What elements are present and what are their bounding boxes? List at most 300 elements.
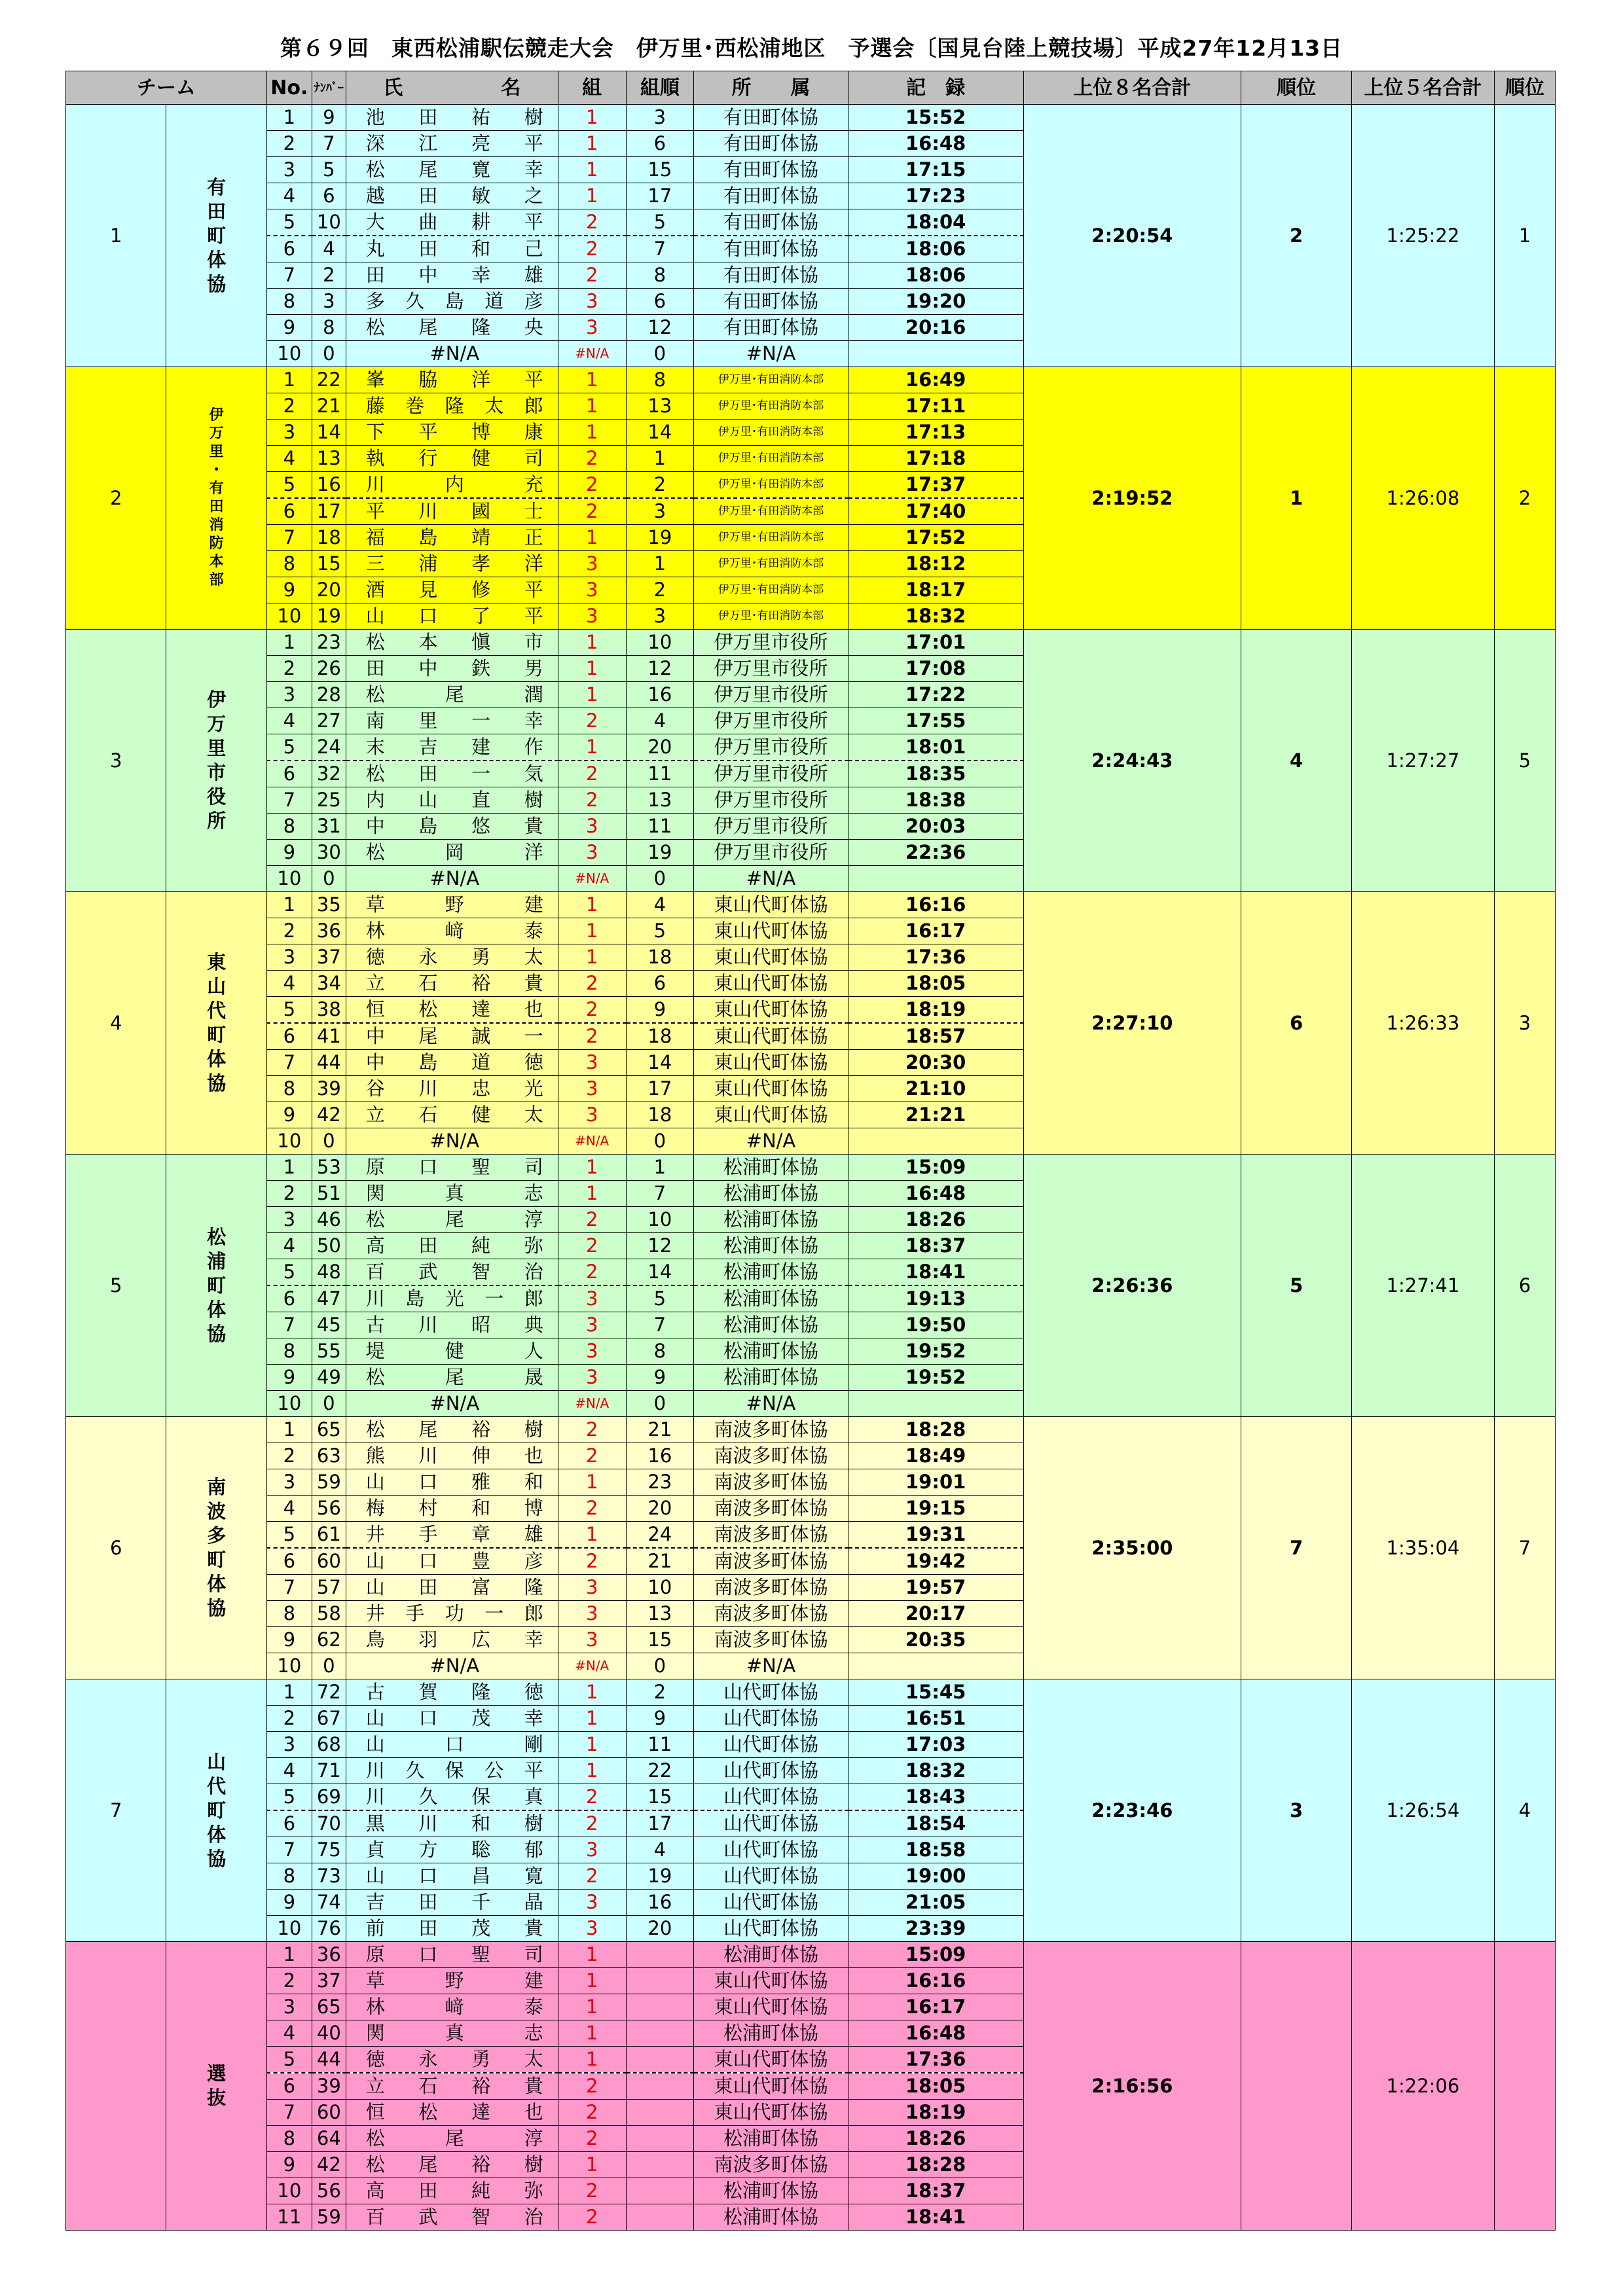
runner-group: 1 (558, 1942, 626, 1968)
team-number: 2 (66, 367, 166, 630)
runner-group: 1 (558, 656, 626, 682)
runner-group: 2 (558, 1443, 626, 1469)
runner-record: 18:06 (848, 262, 1023, 289)
runner-name-text: 山 口 豊 彦 (365, 1550, 543, 1572)
runner-name (346, 1233, 558, 1259)
runner-name (346, 1417, 558, 1443)
runner-affiliation: 東山代町体協 (694, 1994, 848, 2020)
runner-name (346, 315, 558, 341)
runner-affiliation: 山代町体協 (694, 1810, 848, 1837)
runner-group: 3 (558, 1338, 626, 1365)
runner-order: 8 (626, 1338, 694, 1365)
team-top5-rank: 7 (1495, 1417, 1556, 1679)
team-top5-total: 1:25:22 (1351, 105, 1494, 367)
runner-record: 16:48 (848, 2020, 1023, 2047)
runner-name-text: 谷 川 忠 光 (365, 1077, 543, 1100)
runner-name (346, 209, 558, 236)
runner-affiliation: 松浦町体協 (694, 1233, 848, 1259)
runner-name-text: 丸 田 和 己 (365, 238, 543, 260)
runner-record: 20:16 (848, 315, 1023, 341)
runner-affiliation: 南波多町体協 (694, 1548, 848, 1575)
runner-order: 3 (626, 498, 694, 525)
runner-no: 7 (266, 1575, 312, 1601)
runner-bib: 47 (312, 1285, 346, 1312)
team-number (66, 1942, 166, 2231)
runner-bib: 53 (312, 1155, 346, 1181)
runner-affiliation: 伊万里･有田消防本部 (694, 498, 848, 525)
header-order: 組順 (626, 71, 694, 105)
runner-order: 0 (626, 866, 694, 892)
runner-group: 2 (558, 1548, 626, 1575)
runner-no: 2 (266, 131, 312, 157)
runner-group: 3 (558, 1285, 626, 1312)
runner-group: 1 (558, 1181, 626, 1207)
runner-order: 19 (626, 525, 694, 551)
runner-order: 23 (626, 1469, 694, 1496)
runner-name (346, 2126, 558, 2152)
runner-record: 17:40 (848, 498, 1023, 525)
runner-no: 7 (266, 2100, 312, 2126)
runner-name-text: 徳 永 勇 太 (365, 946, 543, 968)
runner-name (346, 918, 558, 944)
runner-group: 2 (558, 1863, 626, 1890)
runner-group: 3 (558, 289, 626, 315)
runner-no: 6 (266, 498, 312, 525)
team-name: 山 代 町 体 協 (166, 1679, 266, 1942)
runner-bib: 40 (312, 2020, 346, 2047)
runner-record: 19:57 (848, 1575, 1023, 1601)
runner-name-text: 越 田 敏 之 (365, 185, 543, 207)
runner-order: 4 (626, 708, 694, 734)
runner-affiliation: #N/A (694, 341, 848, 367)
header-top5: 上位５名合計 (1351, 71, 1494, 105)
runner-name-text: 貞 方 聡 郁 (365, 1839, 543, 1861)
runner-affiliation: 東山代町体協 (694, 918, 848, 944)
runner-group: #N/A (558, 866, 626, 892)
runner-affiliation: 有田町体協 (694, 289, 848, 315)
runner-affiliation: 有田町体協 (694, 105, 848, 131)
runner-bib: 37 (312, 1968, 346, 1994)
runner-bib: 62 (312, 1627, 346, 1653)
runner-name-text: 田 中 鉄 男 (365, 657, 543, 679)
runner-affiliation: 東山代町体協 (694, 1076, 848, 1102)
runner-no: 10 (266, 2178, 312, 2204)
runner-name (346, 577, 558, 603)
runner-group: 2 (558, 2100, 626, 2126)
runner-name-text: 藤 巻 隆 太 郎 (365, 395, 543, 417)
runner-name (346, 1758, 558, 1784)
runner-record: 19:13 (848, 1285, 1023, 1312)
runner-name-text: 酒 見 修 平 (365, 579, 543, 601)
runner-group: 2 (558, 1784, 626, 1811)
runner-bib: 44 (312, 1050, 346, 1076)
runner-name (346, 446, 558, 472)
runner-no: 5 (266, 1784, 312, 1811)
runner-name-text: 徳 永 勇 太 (365, 2048, 543, 2070)
runner-affiliation: 松浦町体協 (694, 1207, 848, 1233)
runner-order: 15 (626, 1784, 694, 1811)
runner-no: 9 (266, 1102, 312, 1128)
runner-affiliation: 伊万里市役所 (694, 656, 848, 682)
runner-name (346, 2178, 558, 2204)
runner-bib: 50 (312, 1233, 346, 1259)
runner-record: 17:52 (848, 525, 1023, 551)
runner-record: 18:06 (848, 236, 1023, 262)
runner-group: 2 (558, 472, 626, 499)
runner-name (346, 892, 558, 918)
runner-no: 5 (266, 997, 312, 1024)
runner-order: 20 (626, 1496, 694, 1522)
runner-order: 13 (626, 393, 694, 420)
runner-record: 17:55 (848, 708, 1023, 734)
runner-name (346, 1365, 558, 1391)
runner-bib: 16 (312, 472, 346, 499)
runner-name (346, 131, 558, 157)
runner-group: 1 (558, 105, 626, 131)
runner-affiliation: 山代町体協 (694, 1837, 848, 1863)
runner-bib: 42 (312, 1102, 346, 1128)
runner-no: 5 (266, 734, 312, 761)
runner-name (346, 367, 558, 393)
runner-order: 0 (626, 1653, 694, 1679)
runner-group: #N/A (558, 1128, 626, 1155)
runner-record: 15:09 (848, 1155, 1023, 1181)
runner-affiliation: 山代町体協 (694, 1679, 848, 1706)
runner-group: 2 (558, 262, 626, 289)
runner-bib: 39 (312, 2073, 346, 2100)
runner-affiliation: 山代町体協 (694, 1890, 848, 1916)
runner-name (346, 393, 558, 420)
runner-name-text: 松 尾 裕 樹 (365, 2153, 543, 2176)
runner-name-text: 中 島 悠 貴 (365, 815, 543, 837)
runner-affiliation: 松浦町体協 (694, 2020, 848, 2047)
runner-no: 3 (266, 420, 312, 446)
runner-group: 1 (558, 1522, 626, 1549)
runner-order: 19 (626, 1863, 694, 1890)
runner-bib: 21 (312, 393, 346, 420)
team-name: 選 抜 (166, 1942, 266, 2231)
runner-group: 1 (558, 1679, 626, 1706)
runner-bib: 49 (312, 1365, 346, 1391)
runner-record (848, 1128, 1023, 1155)
runner-name (346, 1155, 558, 1181)
runner-order: 21 (626, 1417, 694, 1443)
runner-affiliation: 伊万里市役所 (694, 734, 848, 761)
runner-affiliation: 松浦町体協 (694, 2178, 848, 2204)
runner-bib: 76 (312, 1916, 346, 1942)
runner-name (346, 2047, 558, 2073)
runner-order: 0 (626, 341, 694, 367)
runner-name (346, 1181, 558, 1207)
runner-order: 9 (626, 997, 694, 1024)
runner-affiliation: 有田町体協 (694, 262, 848, 289)
runner-group: 2 (558, 761, 626, 787)
runner-record: 20:30 (848, 1050, 1023, 1076)
team-rank: 1 (1241, 367, 1352, 630)
runner-order: 3 (626, 105, 694, 131)
team-number: 3 (66, 630, 166, 892)
runner-bib: 0 (312, 1653, 346, 1679)
runner-record: 18:28 (848, 2152, 1023, 2178)
runner-bib: 30 (312, 840, 346, 866)
runner-no: 6 (266, 2073, 312, 2100)
runner-group: 3 (558, 551, 626, 577)
runner-order: 5 (626, 209, 694, 236)
runner-record: 22:36 (848, 840, 1023, 866)
runner-no: 4 (266, 1758, 312, 1784)
runner-group: 2 (558, 209, 626, 236)
runner-affiliation: 南波多町体協 (694, 1417, 848, 1443)
table-row (66, 367, 1556, 393)
runner-affiliation: 伊万里･有田消防本部 (694, 472, 848, 499)
runner-record: 21:05 (848, 1890, 1023, 1916)
runner-affiliation: 伊万里･有田消防本部 (694, 446, 848, 472)
runner-no: 5 (266, 1522, 312, 1549)
runner-no: 9 (266, 315, 312, 341)
runner-group: 1 (558, 1706, 626, 1732)
runner-name-text: 執 行 健 司 (365, 447, 543, 469)
team-top5-total: 1:26:08 (1351, 367, 1494, 630)
runner-name-text: 熊 川 伸 也 (365, 1444, 543, 1467)
runner-bib: 24 (312, 734, 346, 761)
runner-name-text: 松 岡 洋 (365, 841, 543, 863)
runner-name (346, 551, 558, 577)
runner-bib: 0 (312, 1128, 346, 1155)
runner-name-text: 中 尾 誠 一 (365, 1025, 543, 1047)
runner-group: 1 (558, 734, 626, 761)
runner-affiliation: 伊万里市役所 (694, 682, 848, 708)
team-top8-total: 2:35:00 (1023, 1417, 1241, 1679)
runner-affiliation: 伊万里市役所 (694, 630, 848, 656)
runner-record: 17:36 (848, 944, 1023, 971)
runner-order: 8 (626, 262, 694, 289)
runner-no: 9 (266, 577, 312, 603)
runner-record: 17:11 (848, 393, 1023, 420)
runner-group: 2 (558, 498, 626, 525)
runner-bib: 42 (312, 2152, 346, 2178)
runner-no: 6 (266, 1810, 312, 1837)
runner-group: 1 (558, 1155, 626, 1181)
runner-name-text: 川 久 保 真 (365, 1785, 543, 1808)
runner-name-text: 山 田 富 隆 (365, 1576, 543, 1598)
runner-name (346, 603, 558, 630)
runner-affiliation: 南波多町体協 (694, 1496, 848, 1522)
runner-order: 6 (626, 971, 694, 997)
table-row (66, 105, 1556, 131)
runner-record (848, 1391, 1023, 1417)
runner-record: 17:36 (848, 2047, 1023, 2073)
runner-name-text: 松 尾 隆 央 (365, 316, 543, 338)
runner-bib: 45 (312, 1312, 346, 1338)
runner-no: 1 (266, 630, 312, 656)
runner-name-text: 山 口 了 平 (365, 605, 543, 627)
runner-order: 14 (626, 1259, 694, 1286)
runner-group: 3 (558, 1312, 626, 1338)
runner-name (346, 1312, 558, 1338)
runner-affiliation: 伊万里･有田消防本部 (694, 367, 848, 393)
runner-order (626, 2047, 694, 2073)
runner-record: 19:00 (848, 1863, 1023, 1890)
runner-name-text: #N/A (429, 1655, 480, 1677)
runner-name-text: 大 曲 耕 平 (365, 211, 543, 233)
runner-affiliation: 有田町体協 (694, 315, 848, 341)
runner-group: 2 (558, 1207, 626, 1233)
runner-name-text: 平 川 國 士 (365, 500, 543, 522)
runner-no: 2 (266, 393, 312, 420)
table-row (66, 1417, 1556, 1443)
runner-group: 2 (558, 2204, 626, 2231)
team-number: 1 (66, 105, 166, 367)
table-row (66, 892, 1556, 918)
runner-name-text: 井 手 章 雄 (365, 1523, 543, 1545)
runner-group: 3 (558, 577, 626, 603)
runner-bib: 3 (312, 289, 346, 315)
runner-name (346, 183, 558, 209)
header-name: 氏 名 (346, 71, 558, 105)
runner-name-text: 内 山 直 樹 (365, 789, 543, 811)
runner-no: 10 (266, 1653, 312, 1679)
runner-bib: 25 (312, 787, 346, 814)
runner-order: 3 (626, 603, 694, 630)
runner-order: 24 (626, 1522, 694, 1549)
runner-record: 20:17 (848, 1601, 1023, 1627)
results-table (65, 71, 1556, 2231)
runner-name (346, 1076, 558, 1102)
runner-no: 8 (266, 2126, 312, 2152)
runner-affiliation: 山代町体協 (694, 1706, 848, 1732)
runner-name-text: 百 武 智 治 (365, 1261, 543, 1283)
runner-name-text: 吉 田 千 晶 (365, 1891, 543, 1913)
runner-bib: 34 (312, 971, 346, 997)
runner-name-text: 川 内 充 (365, 473, 543, 495)
runner-group: 3 (558, 840, 626, 866)
runner-name-text: #N/A (429, 867, 480, 889)
runner-name (346, 1627, 558, 1653)
runner-no: 3 (266, 1732, 312, 1758)
header-bib: ﾅﾝﾊﾞｰ (312, 71, 346, 105)
runner-record: 19:42 (848, 1548, 1023, 1575)
runner-name (346, 1942, 558, 1968)
runner-name (346, 420, 558, 446)
runner-name-text: 百 武 智 治 (365, 2206, 543, 2228)
runner-bib: 8 (312, 315, 346, 341)
runner-name (346, 1207, 558, 1233)
team-top5-rank: 6 (1495, 1155, 1556, 1417)
runner-record: 17:37 (848, 472, 1023, 499)
runner-order (626, 1968, 694, 1994)
runner-bib: 37 (312, 944, 346, 971)
runner-record: 19:50 (848, 1312, 1023, 1338)
runner-name (346, 498, 558, 525)
runner-group: 1 (558, 1469, 626, 1496)
runner-bib: 75 (312, 1837, 346, 1863)
runner-order: 7 (626, 1181, 694, 1207)
runner-record: 18:54 (848, 1810, 1023, 1837)
runner-name (346, 787, 558, 814)
runner-name (346, 1890, 558, 1916)
table-row (66, 630, 1556, 656)
runner-name-text: 関 真 志 (365, 2022, 543, 2044)
runner-affiliation: 山代町体協 (694, 1916, 848, 1942)
runner-record: 18:41 (848, 2204, 1023, 2231)
runner-name (346, 1968, 558, 1994)
runner-group: 2 (558, 236, 626, 262)
runner-bib: 59 (312, 2204, 346, 2231)
runner-record: 17:23 (848, 183, 1023, 209)
runner-order: 9 (626, 1365, 694, 1391)
runner-name-text: 松 尾 寛 幸 (365, 158, 543, 181)
runner-name (346, 525, 558, 551)
team-top5-total: 1:26:54 (1351, 1679, 1494, 1942)
runner-group: 3 (558, 1601, 626, 1627)
runner-record: 18:37 (848, 1233, 1023, 1259)
runner-order: 1 (626, 446, 694, 472)
runner-name (346, 1863, 558, 1890)
runner-record: 19:20 (848, 289, 1023, 315)
runner-bib: 73 (312, 1863, 346, 1890)
runner-no: 9 (266, 840, 312, 866)
runner-affiliation: 伊万里市役所 (694, 840, 848, 866)
runner-affiliation: 伊万里市役所 (694, 761, 848, 787)
runner-order (626, 2178, 694, 2204)
runner-name-text: 川 島 光 一 郎 (365, 1287, 543, 1310)
team-name: 伊 万 里 ・ 有 田 消 防 本 部 (166, 367, 266, 630)
runner-record: 19:52 (848, 1365, 1023, 1391)
runner-record: 15:45 (848, 1679, 1023, 1706)
runner-name (346, 2152, 558, 2178)
runner-record: 15:52 (848, 105, 1023, 131)
runner-name-text: 堤 健 人 (365, 1340, 543, 1362)
runner-no: 2 (266, 918, 312, 944)
runner-bib: 35 (312, 892, 346, 918)
runner-name (346, 1601, 558, 1627)
runner-no: 8 (266, 814, 312, 840)
runner-group: 2 (558, 2073, 626, 2100)
runner-name (346, 866, 558, 892)
runner-name-text: #N/A (429, 1392, 480, 1414)
runner-affiliation: 有田町体協 (694, 236, 848, 262)
runner-group: 2 (558, 787, 626, 814)
runner-group: 1 (558, 1968, 626, 1994)
runner-name (346, 1285, 558, 1312)
runner-order: 13 (626, 787, 694, 814)
team-top8-total: 2:19:52 (1023, 367, 1241, 630)
runner-bib: 46 (312, 1207, 346, 1233)
runner-affiliation: 松浦町体協 (694, 1155, 848, 1181)
runner-bib: 6 (312, 183, 346, 209)
team-top8-total: 2:27:10 (1023, 892, 1241, 1155)
runner-affiliation: 南波多町体協 (694, 1575, 848, 1601)
runner-affiliation: 東山代町体協 (694, 1968, 848, 1994)
runner-bib: 10 (312, 209, 346, 236)
runner-record: 18:35 (848, 761, 1023, 787)
runner-group: 3 (558, 1916, 626, 1942)
runner-no: 10 (266, 1916, 312, 1942)
runner-no: 7 (266, 262, 312, 289)
runner-order: 11 (626, 814, 694, 840)
runner-name (346, 682, 558, 708)
runner-name-text: 林 﨑 泰 (365, 1996, 543, 2018)
runner-no: 1 (266, 367, 312, 393)
runner-affiliation: 松浦町体協 (694, 1338, 848, 1365)
team-number: 5 (66, 1155, 166, 1417)
runner-name (346, 2073, 558, 2100)
runner-name-text: 井 手 功 一 郎 (365, 1602, 543, 1624)
runner-bib: 55 (312, 1338, 346, 1365)
runner-no: 3 (266, 1207, 312, 1233)
runner-group: 2 (558, 1496, 626, 1522)
team-rank: 5 (1241, 1155, 1352, 1417)
